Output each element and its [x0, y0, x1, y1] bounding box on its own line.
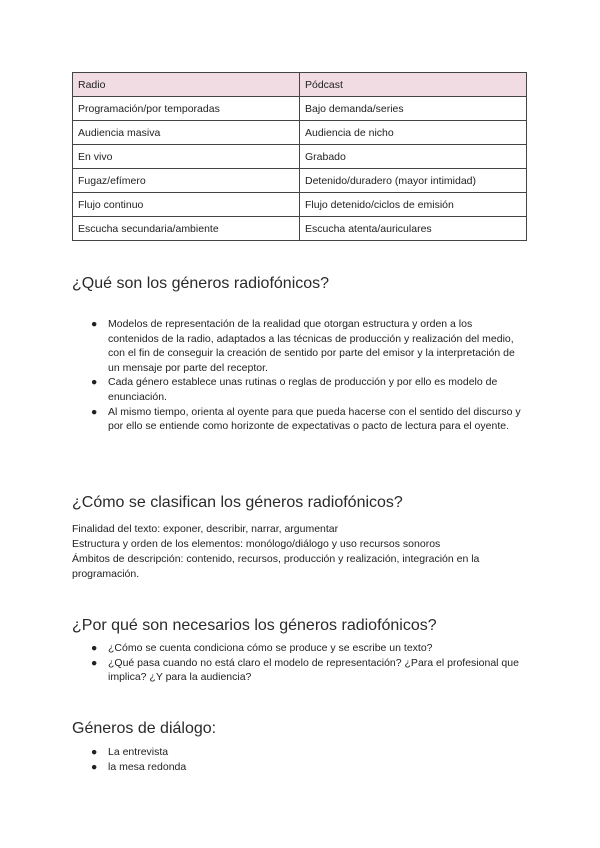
list-item-text: la mesa redonda: [108, 760, 187, 773]
list-item: [72, 760, 522, 775]
table-header-cell: Radio: [73, 73, 300, 97]
bullet-icon: ●: [91, 405, 98, 418]
table-cell: Bajo demanda/series: [300, 97, 527, 121]
bullet-icon: ●: [91, 656, 98, 669]
table-header-cell: Pódcast: [300, 73, 527, 97]
comparison-table: [72, 72, 527, 241]
table-row: [73, 217, 527, 241]
list-item: [72, 745, 522, 760]
section-heading-por-que: ¿Por qué son necesarios los géneros radiofónicos?: [72, 617, 437, 634]
section-heading-como-se-clasifican: ¿Cómo se clasifican los géneros radiofónicos?: [72, 494, 403, 511]
section-heading-que-son: ¿Qué son los géneros radiofónicos?: [72, 275, 330, 292]
bullet-icon: ●: [91, 760, 98, 773]
list-item: [72, 405, 522, 434]
table-cell: Fugaz/efímero: [73, 169, 300, 193]
paragraph-line: Finalidad del texto: exponer, describir, narrar, argumentar: [72, 523, 339, 535]
table-cell: En vivo: [73, 145, 300, 169]
list-item: [72, 656, 522, 685]
table-row: [73, 121, 527, 145]
table-row: [73, 145, 527, 169]
paragraph-line: Estructura y orden de los elementos: monólogo/diálogo y uso recursos sonoros: [72, 538, 441, 550]
list-item: [72, 641, 522, 656]
table-cell: Audiencia de nicho: [300, 121, 527, 145]
table-header-row: [73, 73, 527, 97]
bullet-icon: ●: [91, 642, 98, 654]
table-cell: Audiencia masiva: [73, 121, 300, 145]
bullet-icon: ●: [91, 376, 98, 389]
table-cell: Programación/por temporadas: [73, 97, 300, 121]
list-item-text: Al mismo tiempo, orienta al oyente para que pueda hacerse con el sentido del discurso y por ello se entiende como horizonte de expectativas o pacto de lectura para el oyente.: [108, 405, 521, 433]
list-item: [72, 375, 522, 404]
list-item: [72, 317, 522, 375]
table-cell: Grabado: [300, 145, 527, 169]
list-item-text: La entrevista: [108, 746, 169, 758]
section-heading-generos-dialogo: Géneros de diálogo:: [72, 720, 217, 737]
bullet-icon: ●: [91, 318, 98, 330]
list-item-text: ¿Qué pasa cuando no está claro el modelo de representación? ¿Para el profesional que implica? ¿Y para la audiencia?: [108, 656, 519, 684]
table-cell: Detenido/duradero (mayor intimidad): [300, 169, 527, 193]
list-item-text: Modelos de representación de la realidad que otorgan estructura y orden a los contenidos de la radio, adaptados a las técnicas de producción y realización del medio, con el fin de conseguir la creación de sentido por parte del emisor y la interpretación de un mensaje por parte del receptor.: [108, 318, 515, 374]
paragraph-line: Ámbitos de descripción: contenido, recursos, producción y realización, integración en la programación.: [72, 553, 480, 580]
table-row: [73, 97, 527, 121]
bullet-list-generos-dialogo: [72, 745, 522, 774]
table-cell: Escucha secundaria/ambiente: [73, 217, 300, 241]
list-item-text: ¿Cómo se cuenta condiciona cómo se produce y se escribe un texto?: [108, 642, 433, 654]
table-cell: Flujo continuo: [73, 193, 300, 217]
table-cell: Flujo detenido/ciclos de emisión: [300, 193, 527, 217]
table-row: [73, 169, 527, 193]
table-cell: Escucha atenta/auriculares: [300, 217, 527, 241]
classification-paragraph: [72, 522, 530, 582]
list-item-text: Cada género establece unas rutinas o reglas de producción y por ello es modelo de enunciación.: [108, 376, 498, 403]
table-row: [73, 193, 527, 217]
bullet-icon: ●: [91, 746, 98, 758]
bullet-list-por-que: [72, 641, 522, 685]
bullet-list-que-son: [72, 317, 522, 434]
